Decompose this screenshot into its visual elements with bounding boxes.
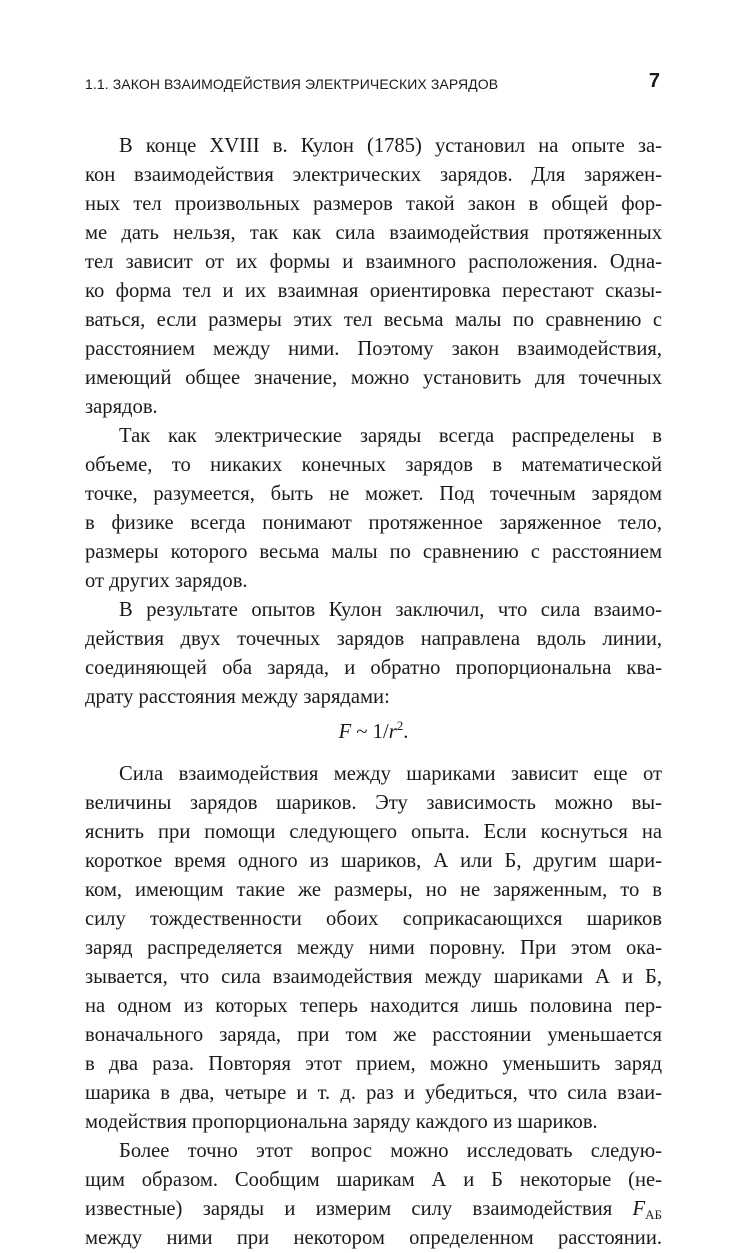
text-line: размеры которого весьма малы по сравнению с расстоянием: [85, 541, 662, 563]
page-number: 7: [648, 70, 660, 92]
text-line: воначального заряда, при том же расстоянии уменьшается: [85, 1024, 662, 1046]
text-line: ваться, если размеры этих тел весьма малы по сравнению с: [85, 309, 662, 331]
text-line: Сила взаимодействия между шариками зависит еще от: [119, 763, 662, 785]
text-line: короткое время одного из шариков, А или Б, другим шари-: [85, 850, 662, 872]
text-line: драту расстояния между зарядами:: [85, 686, 390, 708]
text-line: на одном из которых теперь находится лишь половина пер-: [85, 995, 662, 1017]
text-line: шарика в два, четыре и т. д. раз и убедиться, что сила взаи-: [85, 1082, 662, 1104]
body-text: [85, 132, 662, 1253]
text-line-part: известные) заряды и измерим силу взаимодействия: [85, 1198, 613, 1220]
text-line: объеме, то никаких конечных зарядов в математической: [85, 454, 662, 476]
text-line: заряд распределяется между ними поровну. При этом ока-: [85, 937, 662, 959]
text-line: щим образом. Сообщим шарикам А и Б некоторые (не-: [85, 1169, 662, 1191]
text-line: действия двух точечных зарядов направлена вдоль линии,: [85, 628, 662, 650]
paragraph-4: [85, 760, 662, 1137]
formula-period: .: [403, 721, 409, 743]
text-line: Так как электрические заряды всегда распределены в: [119, 425, 662, 447]
formula-distance-symbol: r: [388, 721, 397, 743]
text-line: Более точно этот вопрос можно исследовать следую-: [119, 1140, 662, 1162]
text-line: кон взаимодействия электрических зарядов. Для заряжен-: [85, 164, 662, 186]
formula-exponent: 2: [396, 718, 404, 733]
text-line: от других зарядов.: [85, 570, 248, 592]
coulomb-formula: [85, 718, 662, 748]
text-line: модействия пропорциональна заряду каждого из шариков.: [85, 1111, 598, 1133]
text-line: в физике всегда понимают протяженное заряженное тело,: [85, 512, 662, 534]
force-subscript: АБ: [645, 1207, 662, 1222]
text-line: в два раза. Повторяя этот прием, можно уменьшить заряд: [85, 1053, 662, 1075]
text-line: В результате опытов Кулон заключил, что сила взаимо-: [119, 599, 662, 621]
text-line: расстоянием между ними. Поэтому закон взаимодействия,: [85, 338, 662, 360]
formula-operator: ~ 1/: [351, 721, 389, 743]
formula-force-symbol: F: [338, 721, 352, 743]
paragraph-3: [85, 596, 662, 712]
text-line: силу тождественности обоих соприкасающихся шариков: [85, 908, 662, 930]
text-line: ко форма тел и их взаимная ориентировка перестают сказы-: [85, 280, 662, 302]
text-line: зывается, что сила взаимодействия между шариками А и Б,: [85, 966, 662, 988]
text-line: яснить при помощи следующего опыта. Если коснуться на: [85, 821, 662, 843]
running-head: 1.1. ЗАКОН ВЗАИМОДЕЙСТВИЯ ЭЛЕКТРИЧЕСКИХ ЗАРЯДОВ: [85, 76, 499, 92]
force-symbol: F: [632, 1198, 646, 1220]
text-line: точке, разумеется, быть не может. Под точечным зарядом: [85, 483, 662, 505]
paragraph-1: [85, 132, 662, 422]
text-line: ком, имеющим такие же размеры, но не заряженным, то в: [85, 879, 662, 901]
paragraph-2: [85, 422, 662, 596]
text-line: В конце XVIII в. Кулон (1785) установил на опыте за-: [119, 135, 662, 157]
text-line: ных тел произвольных размеров такой закон в общей фор-: [85, 193, 662, 215]
text-line: между ними при некотором определенном расстоянии.: [85, 1227, 662, 1249]
text-line: тел зависит от их формы и взаимного расположения. Одна-: [85, 251, 662, 273]
text-line: имеющий общее значение, можно установить для точечных: [85, 367, 662, 389]
text-line: величины зарядов шариков. Эту зависимость можно вы-: [85, 792, 662, 814]
text-line: ме дать нельзя, так как сила взаимодействия протяженных: [85, 222, 662, 244]
text-line: соединяющей оба заряда, и обратно пропорциональна ква-: [85, 657, 662, 679]
paragraph-5: [85, 1137, 662, 1253]
text-line-with-symbol: [85, 1195, 662, 1224]
text-line: зарядов.: [85, 396, 158, 418]
